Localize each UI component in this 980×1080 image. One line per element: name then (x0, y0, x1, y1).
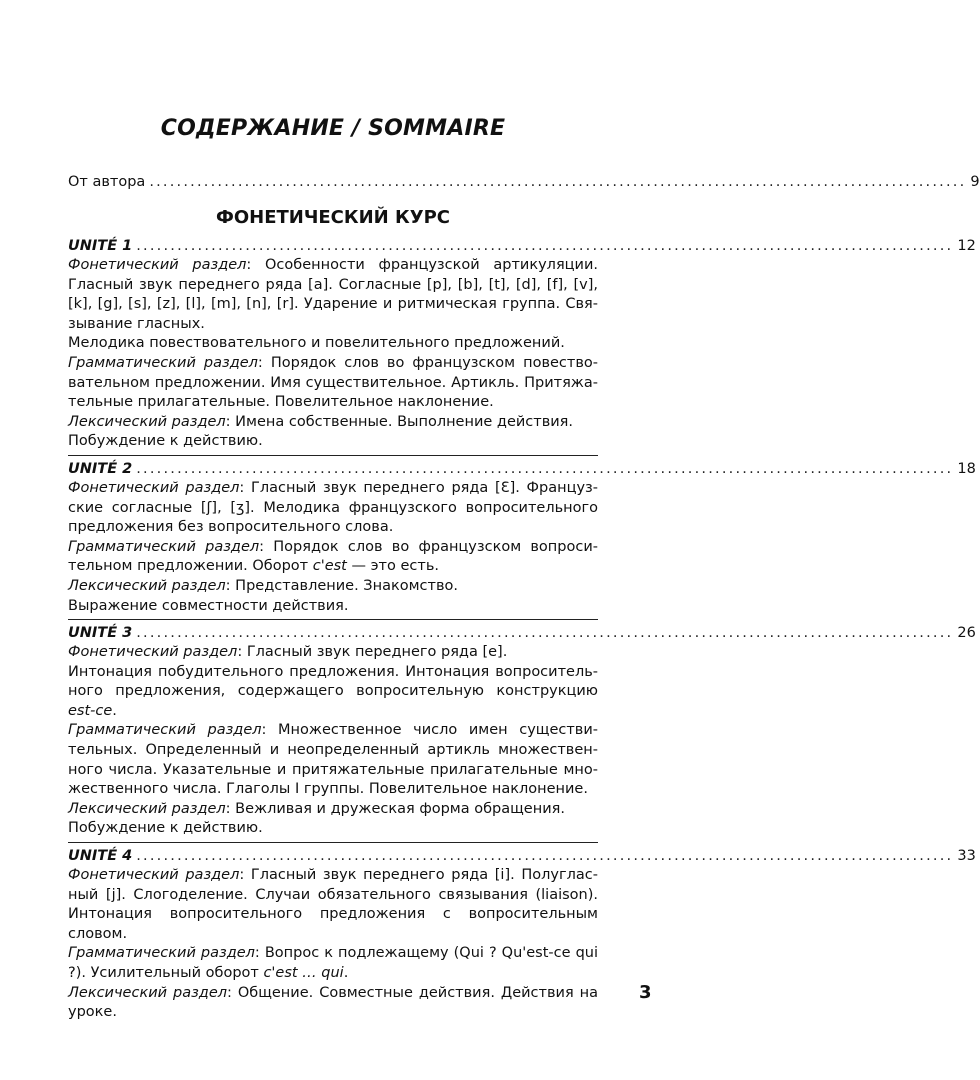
toc-entry-page: 33 (957, 848, 976, 865)
french-term: est-ce (68, 702, 113, 719)
section-title: ФОНЕТИЧЕСКИЙ КУРС (215, 207, 450, 228)
section-text: — это есть. (346, 558, 439, 575)
grammar-section (68, 354, 598, 413)
unit-block-3 (68, 623, 976, 843)
section-text: : Гласный звук переднего ряда [Ɛ]. Французские согласные [ʃ], [ʒ]. Мелодика французского вопросительного предложения без вопросительного слова. (68, 479, 598, 536)
extra-line: Побуждение к действию. (68, 433, 263, 450)
toc-entry-unit-2[interactable] (68, 459, 976, 479)
page-number: 3 (639, 982, 652, 1003)
section-text: : Порядок слов во французском вопросительном предложении. Оборот (68, 538, 598, 575)
section-key: Лексический раздел (68, 984, 228, 1001)
leader-dots: ........................................................................................................................ (136, 460, 954, 477)
unit-block-4 (68, 846, 976, 1026)
leader-dots: ........................................................................................................................ (136, 625, 954, 642)
grammar-section (68, 538, 598, 577)
toc-entry-label: UNITÉ 2 (68, 460, 133, 477)
unit-description (68, 866, 598, 1023)
phonetic-section (68, 256, 598, 334)
section-text: : Гласный звук переднего ряда [e]. (237, 644, 508, 661)
section-text: : Гласный звук переднего ряда [i]. Полугласный [j]. Слогоделение. Случаи обязательного связывания (liaison). Интонация вопросительного предложения с вопросительным словом. (68, 867, 598, 942)
unit-block-2 (68, 459, 976, 620)
lexical-section (68, 413, 598, 433)
toc-entry-page: 18 (957, 460, 976, 477)
toc-entry-author[interactable] (68, 172, 980, 192)
toc-entry-unit-4[interactable] (68, 846, 976, 866)
section-text: : Вежливая и дружеская форма обращения. (225, 800, 565, 817)
section-key: Фонетический раздел (68, 867, 240, 884)
extra-line: Побуждение к действию. (68, 820, 263, 837)
french-term: c'est (312, 558, 347, 575)
section-key: Фонетический раздел (68, 257, 247, 273)
section-text: Интонация побудительного предложения. Интонация вопросительного предложения, содержащего вопросительную конструкцию (68, 663, 598, 700)
toc-entry-unit-1[interactable] (68, 236, 976, 256)
section-key: Грамматический раздел (68, 722, 262, 739)
unit-block-1 (68, 236, 976, 456)
section-key: Грамматический раздел (68, 945, 255, 962)
toc-entry-page: 26 (957, 625, 976, 642)
toc-entry-label: От автора (68, 174, 146, 190)
section-text: . (112, 702, 117, 719)
section-key: Фонетический раздел (68, 479, 240, 496)
section-key: Лексический раздел (68, 577, 226, 594)
leader-dots: ........................................................................................................................ (136, 238, 954, 254)
french-term: c'est … qui (263, 965, 344, 981)
unit-list (68, 236, 976, 1029)
lexical-section (68, 984, 598, 1023)
section-text: : Особенности французской артикуляции. Гласный звук переднего ряда [a]. Согласные [p], [b], [t], [d], [f], [v], [k], [g], [s], [z], [l], [m], [n], [r]. Ударение и ритмическая группа. Связывание гласных. (68, 257, 598, 332)
extra-line: Мелодика повествовательного и повелительного предложений. (68, 335, 565, 352)
toc-entry-unit-3[interactable] (68, 623, 976, 643)
section-text: : Порядок слов во французском повествовательном предложении. Имя существительное. Артикль. Притяжательные прилагательные. Повелительное наклонение. (68, 354, 598, 411)
page-title: СОДЕРЖАНИЕ / SOMMAIRE (160, 116, 506, 141)
section-key: Грамматический раздел (68, 354, 258, 371)
leader-dots: ........................................................................................................................ (136, 848, 954, 865)
unit-description (68, 479, 598, 616)
section-text: : Вопрос к подлежащему (Qui ? Qu'est-ce qui ?). Усилительный оборот (68, 945, 598, 981)
toc-entry-page: 9 (970, 174, 980, 190)
section-key: Лексический раздел (68, 413, 226, 430)
leader-dots: ........................................................................................................................ (149, 174, 967, 190)
lexical-section (68, 577, 598, 597)
section-key: Лексический раздел (68, 800, 226, 817)
extra-line: Выражение совместности действия. (68, 597, 349, 614)
toc-entry-label: UNITÉ 3 (68, 625, 133, 642)
section-text: : Представление. Знакомство. (225, 577, 458, 594)
toc-entry-page: 12 (957, 238, 976, 254)
extra-line (68, 663, 598, 722)
section-text: : Имена собственные. Выполнение действия. (225, 413, 574, 430)
grammar-section (68, 944, 598, 983)
phonetic-section (68, 479, 598, 538)
lexical-section (68, 800, 598, 820)
section-key: Фонетический раздел (68, 644, 238, 661)
section-key: Грамматический раздел (68, 538, 260, 555)
toc-entry-label: UNITÉ 1 (68, 238, 133, 254)
toc-entry-label: UNITÉ 4 (68, 848, 133, 865)
section-text: : Множественное число имен существительных. Определенный и неопределенный артикль множественного числа. Указательные и притяжательные прилагательные множественного числа. Глаголы I группы. Повелительное наклонение. (68, 722, 598, 798)
unit-description (68, 256, 598, 452)
phonetic-section (68, 866, 598, 944)
section-text: : Общение. Совместные действия. Действия на уроке. (68, 984, 598, 1021)
section-text: . (343, 965, 349, 981)
unit-description (68, 643, 598, 839)
grammar-section (68, 721, 598, 799)
phonetic-section (68, 643, 598, 663)
